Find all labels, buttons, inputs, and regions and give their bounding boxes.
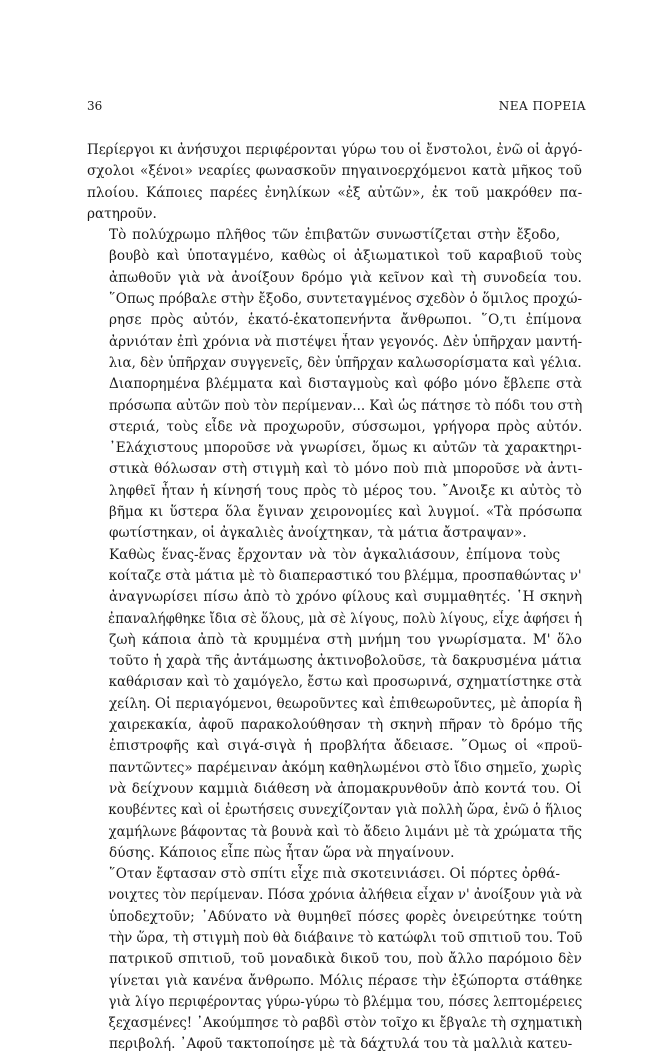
text-line: ρησε πρὸς αὐτόν, ἑκατό-ἑκατοπενήντα ἄνθρωποι. ῞Ο,τι ἐπίμονα xyxy=(109,312,582,329)
text-line: ῞Οταν ἔφτασαν στὸ σπίτι εἶχε πιὰ σκοτεινιάσει. Οἱ πόρτες ὀρθά- xyxy=(109,866,560,883)
text-line: περιβολή. ᾿Αφοῦ τακτοποίησε μὲ τὰ δάχτυλά του τὰ μαλλιὰ κατευ- xyxy=(109,1036,573,1053)
text-line: στεριά, τοὺς εἶδε νὰ προχωροῦν, σύσσωμοι, γρήγορα πρὸς αὐτόν. xyxy=(109,418,583,435)
text-line: νοιχτες τὸν περίμεναν. Πόσα χρόνια ἀλήθεια εἶχαν ν' ἀνοίξουν γιὰ νὰ xyxy=(108,887,583,904)
running-head: ΝΕΑ ΠΟΡΕΙΑ xyxy=(498,99,586,113)
text-line: χαιρεκακία, ἀφοῦ παρακολούθησαν τὴ σκηνὴ πῆραν τὸ δρόμο τῆς xyxy=(109,717,583,734)
text-line: γιὰ λίγο περιφέροντας γύρω-γύρω τὸ βλέμμα του, πόσες λεπτομέρειες xyxy=(108,993,583,1010)
text-line: βουβὸ καὶ ὑποταγμένο, καθὼς οἱ ἀξιωματικοὶ τοῦ καραβιοῦ τοὺς xyxy=(109,248,582,265)
text-line: λια, δὲν ὑπῆρχαν συγγενεῖς, δὲν ὑπῆρχαν καλωσορίσματα καὶ γέλια. xyxy=(108,354,582,371)
text-line: ᾿Ελάχιστους μποροῦσε νὰ γνωρίσει, ὅμως κι αὐτῶν τὰ χαρακτηρι- xyxy=(109,440,582,457)
text-line: ὑποδεχτοῦν; ᾿Αδύνατο νὰ θυμηθεῖ πόσες φορὲς ὀνειρεύτηκε τούτη xyxy=(109,908,583,925)
paragraph-2 xyxy=(87,225,582,544)
text-line: ξεχασμένες! ᾿Ακούμπησε τὸ ραβδὶ στὸν τοῖχο κι ἔβγαλε τὴ σχηματικὴ xyxy=(108,1015,582,1032)
text-line: παντῶντες» παρέμειναν ἀκόμη καθηλωμένοι στὸ ἴδιο σημεῖο, χωρὶς xyxy=(109,759,582,776)
text-line: τὴν ὥρα, τὴ στιγμὴ ποὺ θὰ διάβαινε τὸ κατώφλι τοῦ σπιτιοῦ του. Τοῦ xyxy=(108,929,583,946)
text-line: ῞Οπως πρόβαλε στὴν ἔξοδο, συντεταγμένος σχεδὸν ὁ ὅμιλος προχώ- xyxy=(109,291,583,308)
text-line: βῆμα κι ὕστερα ὅλα ἔγιναν χειρονομίες καὶ λυγμοί. «Τὰ πρόσωπα xyxy=(109,504,583,521)
text-line: ἀναγνωρίσει πίσω ἀπὸ τὸ χρόνο φίλους καὶ συμμαθητές. ῾Η σκηνὴ xyxy=(109,589,583,606)
text-line: κουβέντες καὶ οἱ ἐρωτήσεις συνεχίζονταν γιὰ πολλὴ ὥρα, ἐνῶ ὁ ἥλιος xyxy=(108,802,582,819)
text-line: Διαπορημένα βλέμματα καὶ δισταγμοὺς καὶ φόβο μόνο ἔβλεπε στὰ xyxy=(109,376,583,393)
text-line: ἀρνιόταν ἐπὶ χρόνια νὰ πιστέψει ἦταν γεγονός. Δὲν ὑπῆρχαν μαντή- xyxy=(108,333,583,350)
paragraph-1 xyxy=(87,140,582,225)
text-line: ληφθεῖ ἦταν ἡ κίνησή τους πρὸς τὸ μέρος του. ῎Ανοιξε κι αὐτὸς τὸ xyxy=(109,482,582,499)
text-line: ἐπαναλήφθηκε ἴδια σὲ ὅλους, μὰ σὲ λίγους, πολὺ λίγους, εἶχε ἀφήσει ἡ xyxy=(108,610,583,627)
text-line: πλοίου. Κάποιες παρέες ἐνηλίκων «ἐξ αὐτῶν», ἐκ τοῦ μακρόθεν πα- xyxy=(87,184,583,201)
text-line: ζωὴ κάποια ἀπὸ τὰ κρυμμένα στὴ μνήμη του γνωρίσματα. Μ' ὅλο xyxy=(109,631,582,648)
text-line: κοίταζε στὰ μάτια μὲ τὸ διαπεραστικό του βλέμμα, προσπαθώντας ν' xyxy=(108,567,582,584)
text-line: ρατηροῦν. xyxy=(87,205,157,222)
text-line: σχολοι «ξένοι» νεαρίες φωνασκοῦν πηγαινοερχόμενοι κατὰ μῆκος τοῦ xyxy=(87,163,582,180)
text-line: πατρικοῦ σπιτιοῦ, τοῦ μοναδικὰ δικοῦ του, ποὺ ἄλλο παρόμοιο δὲν xyxy=(109,951,582,968)
text-line: γίνεται γιὰ κανένα ἄνθρωπο. Μόλις πέρασε τὴν ἐξώπορτα στάθηκε xyxy=(109,972,583,989)
text-line: χείλη. Οἱ περιαγόμενοι, θεωροῦντες καὶ ἐπιθεωροῦντες, μὲ ἀπορία ἢ xyxy=(108,695,582,712)
text-line: νὰ δείχνουν καμμιὰ διάθεση νὰ ἀπομακρυνθοῦν ἀπὸ κοντά του. Οἱ xyxy=(109,780,582,797)
text-line: ἀπωθοῦν γιὰ νὰ ἀνοίξουν δρόμο γιὰ κεῖνον καὶ τὴ συνοδεία του. xyxy=(109,269,582,286)
paragraph-4 xyxy=(87,864,582,1056)
text-line: καθάρισαν καὶ τὸ χαμόγελο, ἔστω καὶ προσωρινά, σχηματίστηκε στὰ xyxy=(108,674,582,691)
body-text xyxy=(87,140,582,1056)
text-line: φωτίστηκαν, οἱ ἀγκαλιὲς ἀνοίχτηκαν, τὰ μάτια ἄστραψαν». xyxy=(109,525,527,542)
text-line: χαμήλωνε βάφοντας τὰ βουνὰ καὶ τὸ ἄδειο λιμάνι μὲ τὰ χρώματα τῆς xyxy=(108,823,583,840)
text-line: Καθὼς ἕνας-ἕνας ἔρχονταν νὰ τὸν ἀγκαλιάσουν, ἐπίμονα τοὺς xyxy=(109,546,561,563)
text-line: Τὸ πολύχρωμο πλῆθος τῶν ἐπιβατῶν συνωστίζεται στὴν ἔξοδο, xyxy=(109,227,561,244)
text-line: δύσης. Κάποιος εἶπε πὼς ἦταν ὥρα νὰ πηγαίνουν. xyxy=(109,844,455,861)
page-number: 36 xyxy=(87,99,103,113)
page-header xyxy=(87,97,586,115)
text-line: Περίεργοι κι ἀνήσυχοι περιφέρονται γύρω του οἱ ἔνστολοι, ἐνῶ οἱ ἀργό- xyxy=(87,142,583,158)
text-line: ἐπιστροφῆς καὶ σιγά-σιγὰ ἡ προβλήτα ἄδειασε. ῞Ομως οἱ «προϋ- xyxy=(109,738,583,755)
text-line: στικὰ θόλωσαν στὴ στιγμὴ καὶ τὸ μόνο ποὺ πιὰ μποροῦσε νὰ ἀντι- xyxy=(109,461,583,478)
paragraph-3 xyxy=(87,545,582,864)
text-line: τοῦτο ἡ χαρὰ τῆς ἀντάμωσης ἀκτινοβολοῦσε, τὰ δακρυσμένα μάτια xyxy=(109,653,582,670)
text-line: πρόσωπα αὐτῶν ποὺ τὸν περίμεναν... Καὶ ὡς πάτησε τὸ πόδι του στὴ xyxy=(108,397,583,414)
